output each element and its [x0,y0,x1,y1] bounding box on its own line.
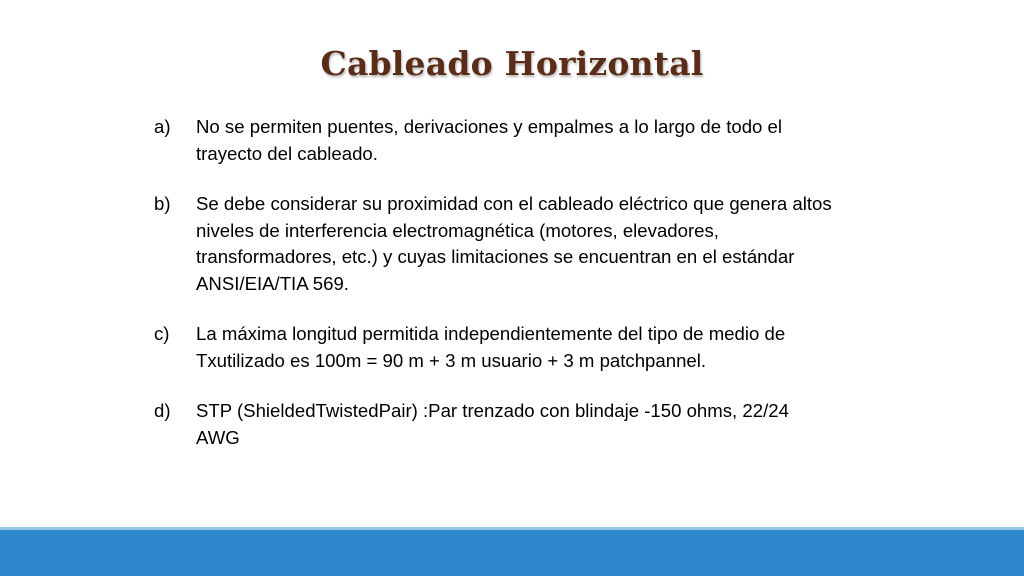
list-item [154,398,834,451]
list-item-text: No se permiten puentes, derivaciones y empalmes a lo largo de todo el trayecto del cableado. [196,116,783,164]
list-marker: a) [154,116,171,137]
list-item-text: Se debe considerar su proximidad con el cableado eléctrico que genera altos niveles de interferencia electromagnética (motores, elevadores, transformadores, etc.) y cuyas limitaciones se encuentran en el estándar ANSI/EIA/TIA 569. [196,193,832,294]
slide-title: Cableado Horizontal [320,44,704,83]
list-item-text: STP (ShieldedTwistedPair) :Par trenzado con blindaje -150 ohms, 22/24 AWG [196,400,789,448]
list-item [154,114,834,167]
list-marker: c) [154,323,170,344]
list-marker: d) [154,400,171,421]
list-item [154,191,834,297]
bottom-bar [0,530,1024,576]
list-marker: b) [154,193,171,214]
bullet-list [154,114,834,451]
list-item-text: La máxima longitud permitida independientemente del tipo de medio de Txutilizado es 100m = 90 m + 3 m usuario + 3 m patchpannel. [196,323,786,371]
list-item [154,321,834,374]
